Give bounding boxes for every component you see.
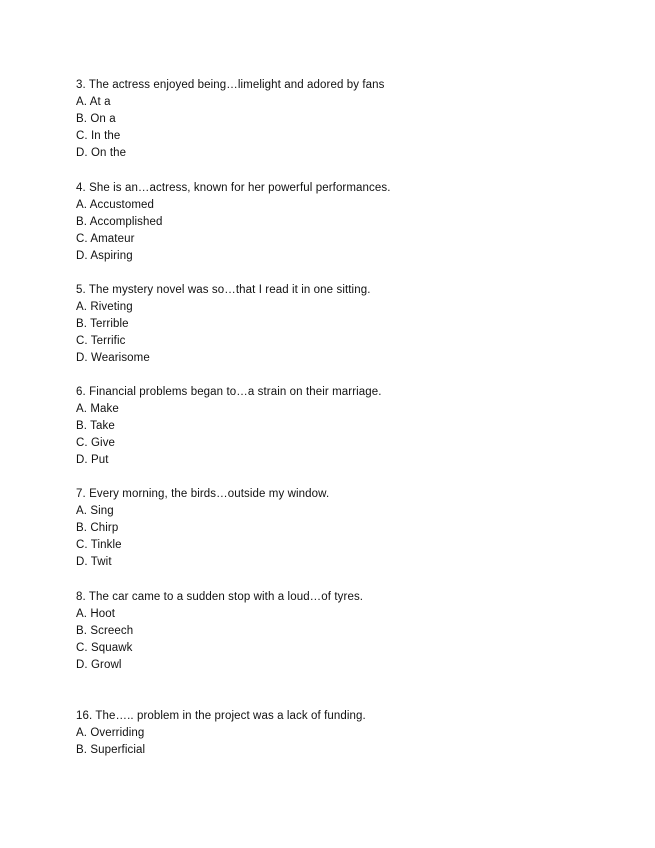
question-stem: 16. The….. problem in the project was a lack of funding. bbox=[76, 710, 366, 722]
question-5 bbox=[76, 282, 596, 367]
option-a: A. Hoot bbox=[76, 608, 116, 620]
question-stem: 8. The car came to a sudden stop with a loud…of tyres. bbox=[76, 591, 364, 603]
option-d: D. Growl bbox=[76, 659, 122, 671]
option-b: B. Screech bbox=[76, 625, 134, 637]
option-c: C. Tinkle bbox=[76, 539, 122, 551]
option-a: A. Make bbox=[76, 403, 119, 415]
option-b: B. Take bbox=[76, 420, 115, 432]
option-b: B. Chirp bbox=[76, 522, 119, 534]
option-d: D. Twit bbox=[76, 556, 112, 568]
question-stem: 3. The actress enjoyed being…limelight and adored by fans bbox=[76, 79, 385, 91]
option-d: D. On the bbox=[76, 147, 127, 159]
option-c: C. Terrific bbox=[76, 335, 126, 347]
question-stem: 6. Financial problems began to…a strain on their marriage. bbox=[76, 386, 382, 398]
option-c: C. Squawk bbox=[76, 642, 133, 654]
question-stem: 4. She is an…actress, known for her powerful performances. bbox=[76, 182, 391, 194]
option-b: B. Terrible bbox=[76, 318, 129, 330]
question-4 bbox=[76, 180, 596, 265]
option-a: A. Sing bbox=[76, 505, 114, 517]
question-3 bbox=[76, 77, 596, 162]
question-8 bbox=[76, 589, 596, 674]
question-6 bbox=[76, 384, 596, 469]
question-stem: 7. Every morning, the birds…outside my window. bbox=[76, 488, 330, 500]
question-stem: 5. The mystery novel was so…that I read it in one sitting. bbox=[76, 284, 371, 296]
option-b: B. Superficial bbox=[76, 744, 146, 756]
option-a: A. At a bbox=[76, 96, 111, 108]
option-a: A. Overriding bbox=[76, 727, 145, 739]
option-d: D. Put bbox=[76, 454, 109, 466]
option-d: D. Wearisome bbox=[76, 352, 150, 364]
option-c: C. Give bbox=[76, 437, 116, 449]
option-b: B. Accomplished bbox=[76, 216, 163, 228]
option-d: D. Aspiring bbox=[76, 250, 133, 262]
option-c: C. Amateur bbox=[76, 233, 135, 245]
option-a: A. Accustomed bbox=[76, 199, 155, 211]
question-7 bbox=[76, 486, 596, 571]
option-b: B. On a bbox=[76, 113, 116, 125]
option-c: C. In the bbox=[76, 130, 121, 142]
option-a: A. Riveting bbox=[76, 301, 133, 313]
question-16 bbox=[76, 708, 596, 759]
